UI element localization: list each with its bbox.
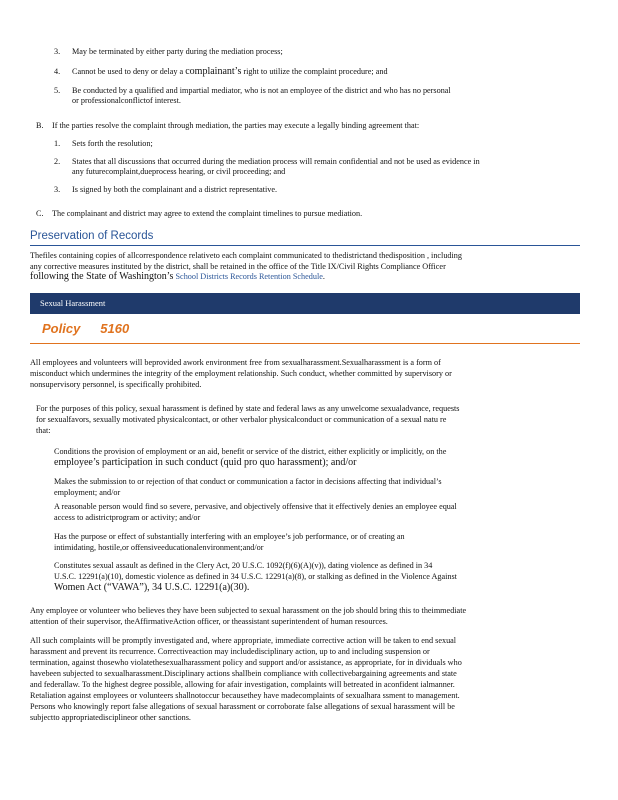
- policy-label: Policy: [42, 321, 81, 336]
- paragraph-line: For the purposes of this policy, sexual harassment is defined by state and federal laws as any unwelcome sexualadvance, requests: [36, 404, 460, 413]
- section-heading: Preservation of Records: [30, 230, 154, 242]
- list-number: 1.: [54, 139, 61, 148]
- list-item-text: States that all discussions that occurred during the mediation process will remain confidential and not be used as evidence in: [72, 157, 480, 166]
- paragraph-line: Persons who knowingly report false allegations of sexual harassment or corroborate false allegations of sexual harassment will be: [30, 702, 455, 711]
- bullet-text: Constitutes sexual assault as defined in the Clery Act, 20 U.S.C. 1092(f)(6)(A)(v)), dating violence as defined in 34: [54, 561, 433, 570]
- paragraph-line: subjectto appropriatedisciplineor other sanctions.: [30, 713, 191, 722]
- policy-title: [42, 321, 130, 336]
- section-banner: [30, 293, 580, 314]
- section-text: If the parties resolve the complaint through mediation, the parties may execute a legally binding agreement that:: [52, 121, 420, 130]
- list-item-text: Be conducted by a qualified and impartial mediator, who is not an employee of the district and who has no personal: [72, 86, 451, 95]
- list-number: 3.: [54, 47, 61, 56]
- list-item-text: or professionalconflictof interest.: [72, 96, 181, 105]
- list-number: 4.: [54, 67, 61, 76]
- paragraph-line: All employees and volunteers will beprovided awork environment free from sexualharassment.Sexualharassment is a form of: [30, 358, 441, 367]
- list-item-text: Cannot be used to deny or delay a complainant’s right to utilize the complaint procedure; and: [72, 66, 388, 77]
- paragraph-line: following the State of Washington’s School Districts Records Retention Schedule.: [30, 271, 325, 282]
- bullet-text: Conditions the provision of employment or an aid, benefit or service of the district, either explicitly or implicitly, on the: [54, 447, 447, 456]
- paragraph-line: harassment and prevent its recurrence. Correctiveaction may includedisciplinary action, up to and including suspension or: [30, 647, 430, 656]
- bullet-text: intimidating, hostile,or offensiveeducationalenvironment;and/or: [54, 543, 264, 552]
- bullet-text: access to adistrictprogram or activity; and/or: [54, 513, 201, 522]
- paragraph-line: any corrective measures instituted by the district, shall be retained in the office of the Title IX/Civil Rights Compliance Officer: [30, 262, 446, 271]
- list-item-text: May be terminated by either party during the mediation process;: [72, 47, 283, 56]
- paragraph-line: Retaliation against employees or volunteers shallnotoccur becausethey have madecomplaints of sexualhara ssment to management.: [30, 691, 460, 700]
- banner-label: Sexual Harassment: [40, 298, 106, 308]
- list-number: 3.: [54, 185, 61, 194]
- bullet-text: employee’s participation in such conduct (quid pro quo harassment); and/or: [54, 457, 357, 468]
- paragraph-line: Thefiles containing copies of allcorrespondence relativeto each complaint communicated to thedistrictand thedisposition , including: [30, 251, 462, 260]
- list-item-text: Sets forth the resolution;: [72, 139, 153, 148]
- paragraph-line: attention of their supervisor, theAffirmativeAction officer, or theassistant superintendent of human resources.: [30, 617, 388, 626]
- bullet-text: U.S.C. 12291(a)(10), domestic violence as defined in 34 U.S.C. 12291(a)(8), or stalking as defined in the Violence Against: [54, 572, 457, 581]
- bullet-text: Has the purpose or effect of substantially interfering with an employee’s job performance, or of creating an: [54, 532, 405, 541]
- paragraph-line: and federallaw. To the highest degree possible, allowing for afair investigation, complaints will betreated in aconfident ialmanner.: [30, 680, 455, 689]
- list-number: 5.: [54, 86, 61, 95]
- records-retention-link[interactable]: School Districts Records Retention Schedule: [175, 272, 323, 281]
- policy-rule: [30, 343, 580, 344]
- bullet-text: employment; and/or: [54, 488, 121, 497]
- section-text: The complainant and district may agree to extend the complaint timelines to pursue mediation.: [52, 209, 363, 218]
- paragraph-line: Any employee or volunteer who believes they have been subjected to sexual harassment on the job should bring this to theimmediate: [30, 606, 467, 615]
- bullet-text: Makes the submission to or rejection of that conduct or communication a factor in decisions affecting that individual’s: [54, 477, 442, 486]
- policy-number: 5160: [100, 321, 130, 336]
- heading-rule: [30, 245, 580, 246]
- list-number: 2.: [54, 157, 61, 166]
- bullet-text: Women Act (“VAWA”), 34 U.S.C. 12291(a)(30).: [54, 582, 250, 593]
- paragraph-line: termination, against thosewho violatethesexualharassment policy and support and/or assistance, as appropriate, for in dividuals who: [30, 658, 462, 667]
- paragraph-line: that:: [36, 426, 51, 435]
- paragraph-line: All such complaints will be promptly investigated and, where appropriate, immediate corrective action will be taken to end sexual: [30, 636, 457, 645]
- paragraph-line: misconduct which undermines the integrity of the employment relationship. Such conduct, whether committed by supervisory or: [30, 369, 452, 378]
- list-item-text: Is signed by both the complainant and a district representative.: [72, 185, 278, 194]
- paragraph-line: havebeen subjected to sexualharassment.Disciplinary actions shallbein compliance with collectivebargaining agreements and state: [30, 669, 457, 678]
- bullet-text: A reasonable person would find so severe, pervasive, and objectively offensive that it effectively denies an employee equal: [54, 502, 457, 511]
- section-letter: B.: [36, 121, 44, 130]
- section-letter: C.: [36, 209, 44, 218]
- list-item-text: any futurecomplaint,dueprocess hearing, or civil proceeding; and: [72, 167, 286, 176]
- paragraph-line: for sexualfavors, sexually motivated physicalcontact, or other verbalor physicalconduct or communication of a sexual natu re: [36, 415, 447, 424]
- paragraph-line: nonsupervisory personnel, is specifically prohibited.: [30, 380, 202, 389]
